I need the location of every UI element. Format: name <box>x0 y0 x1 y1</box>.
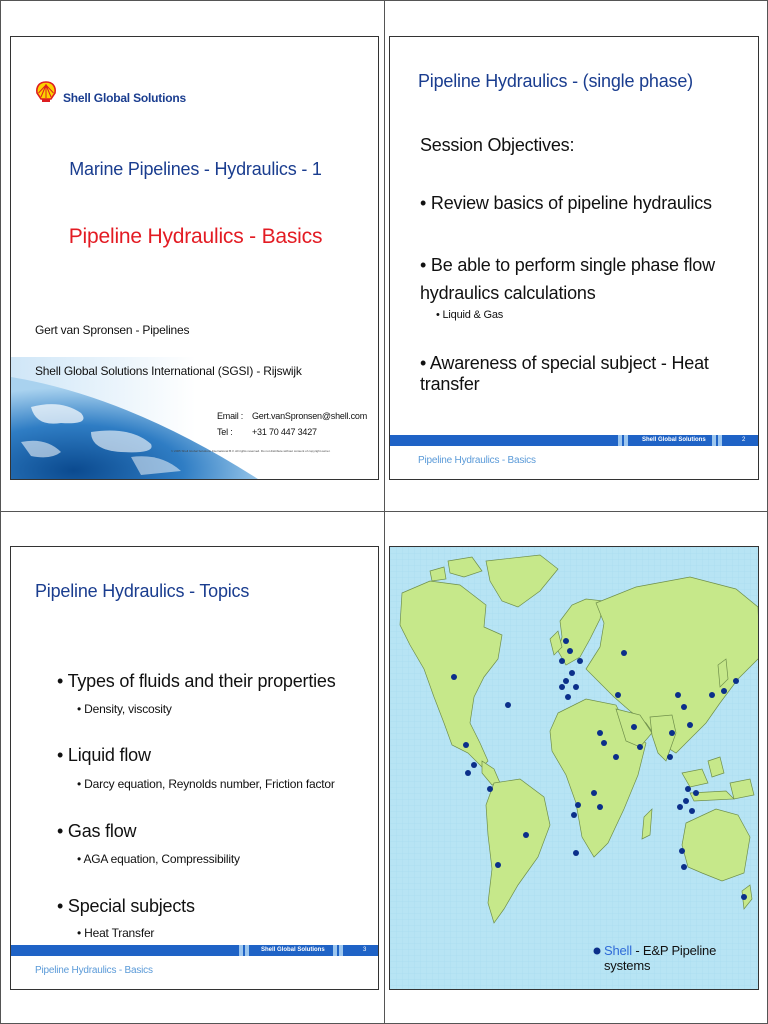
page-number: 3 <box>363 947 367 953</box>
objective-bullet-2-sub: • Liquid & Gas <box>436 309 504 321</box>
organization-line: Shell Global Solutions International (SGSI) - Rijswijk <box>35 364 302 378</box>
footer-square <box>712 435 716 446</box>
footer-brand: Shell Global Solutions <box>261 947 325 953</box>
footer-square <box>718 435 722 446</box>
shell-logo-icon <box>35 81 57 103</box>
objectives-heading: Session Objectives: <box>420 135 575 155</box>
slide-1 <box>10 36 379 480</box>
slide-1-title: Marine Pipelines - Hydraulics - 1 <box>69 159 322 179</box>
footer-brand: Shell Global Solutions <box>642 437 706 443</box>
email-value: Gert.vanSpronsen@shell.com <box>252 411 367 421</box>
page-number: 2 <box>742 437 746 443</box>
slide-4 <box>389 546 759 990</box>
map-legend <box>604 943 758 973</box>
footer-square <box>239 945 243 956</box>
tel-label: Tel : <box>217 427 233 437</box>
slide-2-title: Pipeline Hydraulics - (single phase) <box>418 71 693 91</box>
author-line: Gert van Spronsen - Pipelines <box>35 323 190 337</box>
slide-3-title: Pipeline Hydraulics - Topics <box>35 581 250 601</box>
topic-bullet-1-sub: • Density, viscosity <box>77 702 172 716</box>
tel-value: +31 70 447 3427 <box>252 427 317 437</box>
footer-square <box>333 945 337 956</box>
topic-bullet-3: • Gas flow <box>57 821 137 841</box>
topic-bullet-2-sub: • Darcy equation, Reynolds number, Friction factor <box>77 777 335 791</box>
objective-bullet-1: • Review basics of pipeline hydraulics <box>420 193 712 213</box>
footer-square <box>339 945 343 956</box>
footer-square <box>618 435 622 446</box>
footer-text: Pipeline Hydraulics - Basics <box>35 965 153 976</box>
topic-bullet-4: • Special subjects <box>57 896 195 916</box>
footer-text: Pipeline Hydraulics - Basics <box>418 455 536 466</box>
legend-dot-icon <box>594 948 601 955</box>
slide-3 <box>10 546 379 990</box>
footer-square <box>245 945 249 956</box>
topic-bullet-2: • Liquid flow <box>57 745 151 765</box>
legend-text: - E&P Pipeline systems <box>604 943 717 973</box>
objective-bullet-2: • Be able to perform single phase flow hydraulics calculations <box>420 255 715 303</box>
topic-bullet-3-sub: • AGA equation, Compressibility <box>77 852 240 866</box>
slide-2 <box>389 36 759 480</box>
legend-shell: Shell <box>604 943 632 958</box>
topic-bullet-1: • Types of fluids and their properties <box>57 671 336 691</box>
world-map <box>390 547 759 990</box>
slide-1-subtitle: Pipeline Hydraulics - Basics <box>68 225 323 248</box>
objective-bullet-3: • Awareness of special subject - Heat transfer <box>420 353 709 394</box>
footer-square <box>624 435 628 446</box>
email-label: Email : <box>217 411 244 421</box>
logo-text: Shell Global Solutions <box>63 91 186 105</box>
topic-bullet-4-sub: • Heat Transfer <box>77 926 155 940</box>
copyright-note: © 2005 Shell Global Solutions International B.V. All rights reserved. Do not distribute without consent of copyright owner. <box>171 450 331 453</box>
